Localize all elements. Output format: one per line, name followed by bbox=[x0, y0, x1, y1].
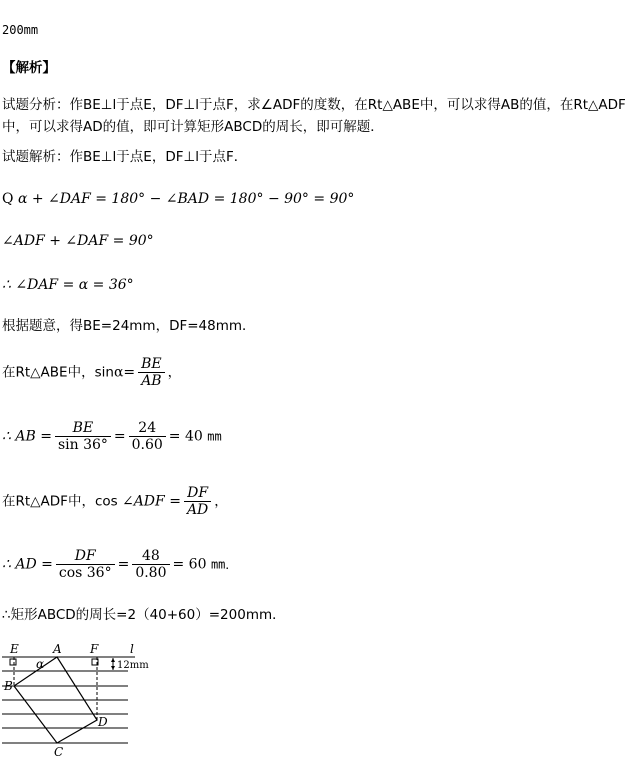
fraction-denominator: sin 36° bbox=[57, 437, 108, 453]
ad-calculation: ∴ AD = $\frac{DF}{\cos 36^\circ}$ = $\frac{48}{0.80}$ = 60 mm． bbox=[2, 548, 238, 581]
fraction-numerator: 24 bbox=[129, 420, 166, 437]
equals-sign: = bbox=[123, 364, 136, 381]
equation-2: ∠ADF + ∠DAF = 90° bbox=[2, 233, 154, 249]
fraction-df-ad bbox=[184, 485, 211, 518]
analysis-paragraph: 试题分析：作BE⊥l于点E，DF⊥l于点F，求∠ADF的度数，在Rt△ABE中，可以求得AB的值，在Rt△ADF中，可以求得AD的值，即可计算矩形ABCD的周长，即可解题． bbox=[2, 97, 626, 135]
geometry-figure bbox=[0, 640, 160, 770]
dimension-arrow-top bbox=[111, 658, 115, 662]
comma: ， bbox=[167, 364, 182, 381]
equation-3: ∴ ∠DAF = α = 36° bbox=[2, 277, 134, 293]
ab-unit: mm bbox=[207, 429, 222, 444]
fraction-24-060 bbox=[129, 420, 166, 453]
label-f: F bbox=[90, 642, 99, 656]
fraction-be-ab bbox=[138, 356, 165, 389]
label-a: A bbox=[53, 642, 62, 656]
label-alpha: α bbox=[36, 657, 45, 671]
fraction-be-sin36 bbox=[55, 420, 111, 453]
answer-text: 200mm bbox=[2, 23, 39, 37]
fraction-denominator: 0.80 bbox=[135, 565, 167, 581]
ab-calculation: ∴ AB = $\frac{BE}{\sin 36^\circ}$ = $\frac{24}{0.60}$ = 40 mm bbox=[2, 420, 222, 453]
fraction-numerator: 48 bbox=[132, 548, 169, 565]
perimeter-conclusion: ∴矩形ABCD的周长=2（40+60）=200mm． bbox=[2, 607, 286, 623]
section-heading: 【解析】 bbox=[2, 60, 56, 76]
ad-unit: mm． bbox=[210, 557, 238, 572]
fraction-denominator: 0.60 bbox=[131, 437, 163, 453]
solution-intro: 试题解析：作BE⊥l于点E，DF⊥l于点F． bbox=[2, 149, 248, 165]
cosine-prefix: 在Rt△ADF中，cos bbox=[2, 493, 118, 510]
label-l: l bbox=[130, 642, 134, 656]
ab-lhs: ∴ AB = bbox=[2, 428, 52, 445]
equation-1-body: α + ∠DAF = 180° − ∠BAD = 180° − 90° = 90° bbox=[17, 191, 355, 207]
fraction-df-cos36 bbox=[56, 548, 115, 581]
right-angle-e bbox=[10, 659, 16, 665]
comma: ， bbox=[214, 493, 228, 510]
alpha-symbol: α bbox=[113, 364, 124, 381]
therefore-symbol: Q bbox=[2, 191, 18, 207]
fraction-48-080 bbox=[132, 548, 169, 581]
ab-result: = 40 bbox=[168, 428, 203, 445]
sine-prefix: 在Rt△ABE中，sin bbox=[2, 364, 114, 381]
fraction-numerator: DF bbox=[184, 485, 211, 502]
label-d: D bbox=[98, 715, 108, 729]
fraction-denominator: cos 36° bbox=[58, 565, 112, 581]
dimension-arrow-bottom bbox=[111, 666, 115, 670]
ad-lhs: ∴ AD = bbox=[2, 556, 53, 573]
label-c: C bbox=[54, 745, 64, 759]
label-b: B bbox=[4, 679, 13, 693]
cosine-definition bbox=[2, 485, 228, 518]
given-values: 根据题意，得BE=24mm，DF=48mm． bbox=[2, 318, 256, 334]
sine-definition bbox=[2, 356, 181, 389]
equation-1 bbox=[2, 190, 354, 208]
fraction-numerator: BE bbox=[138, 356, 165, 373]
label-12mm: 12mm bbox=[117, 660, 149, 671]
ad-result: = 60 bbox=[172, 556, 207, 573]
fraction-numerator: BE bbox=[55, 420, 111, 437]
fraction-denominator: AB bbox=[141, 373, 162, 389]
fraction-numerator: DF bbox=[56, 548, 115, 565]
angle-adf: ∠ADF = bbox=[121, 493, 181, 510]
label-e: E bbox=[10, 642, 19, 656]
fraction-denominator: AD bbox=[186, 502, 209, 518]
